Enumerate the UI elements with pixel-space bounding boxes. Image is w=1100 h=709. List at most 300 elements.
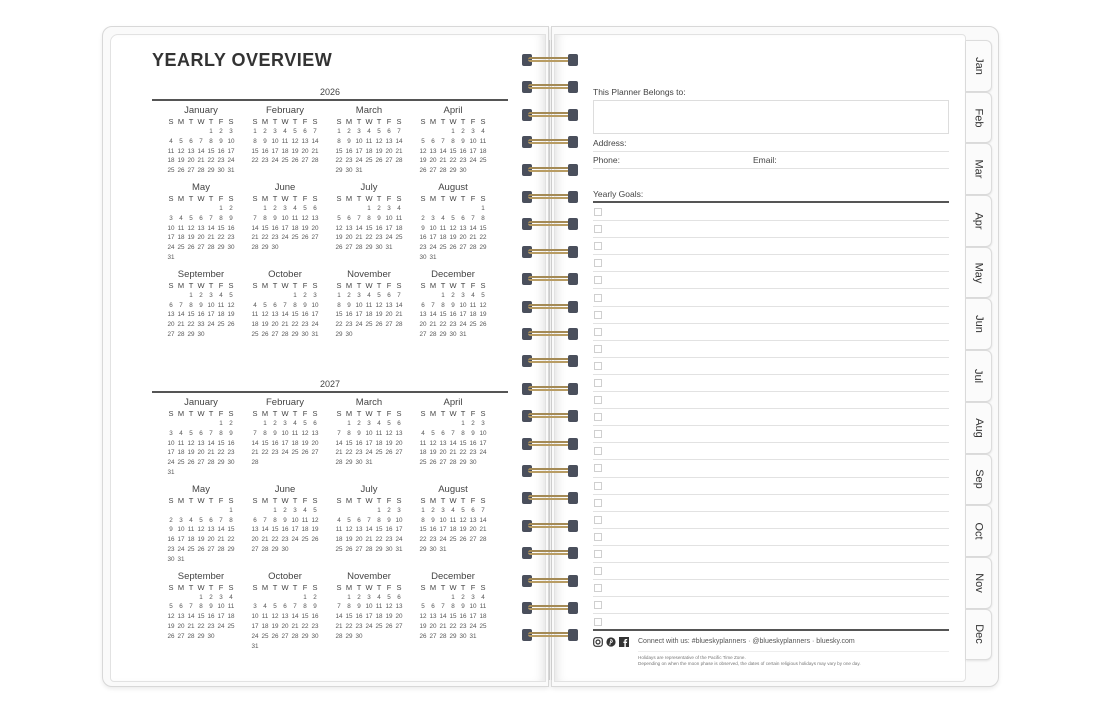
day-cell: 19 <box>385 439 393 447</box>
day-cell: 29 <box>217 459 225 467</box>
day-cell: 6 <box>273 301 277 309</box>
weekday-label: T <box>440 193 446 203</box>
goal-row[interactable] <box>593 392 949 409</box>
address-line[interactable] <box>593 151 949 152</box>
goal-checkbox[interactable] <box>594 294 602 302</box>
day-cell <box>270 593 280 603</box>
week-row <box>166 214 250 224</box>
month-tab-jun[interactable] <box>966 298 992 350</box>
day-cell: 13 <box>355 526 363 534</box>
day-cell: 22 <box>217 449 225 457</box>
weekday-header <box>418 117 502 127</box>
day-cell: 30 <box>301 330 309 338</box>
week-row <box>418 320 502 330</box>
goal-row[interactable] <box>593 255 949 272</box>
weekday-label: T <box>356 117 362 126</box>
week-row <box>418 330 502 340</box>
weekday-label: S <box>168 409 174 418</box>
day-cell: 26 <box>449 244 457 252</box>
day-cell: 23 <box>227 234 235 242</box>
coil-wire <box>528 495 572 500</box>
day-cell: 8 <box>293 301 297 309</box>
day-cell: 3 <box>471 128 475 135</box>
day-cell: 15 <box>301 613 309 621</box>
weekday-label: S <box>396 582 402 592</box>
coil-wire <box>528 550 572 555</box>
day-cell: 28 <box>449 459 457 467</box>
weekday-label: T <box>460 582 466 592</box>
weekday-header <box>418 409 502 419</box>
goal-row[interactable] <box>593 563 949 580</box>
weekday-label: M <box>261 117 269 126</box>
day-cell <box>186 555 196 565</box>
day-cell: 13 <box>345 224 353 232</box>
week-row <box>166 458 250 468</box>
goal-row[interactable] <box>593 443 949 460</box>
weekday-label: F <box>386 495 392 505</box>
day-cell: 15 <box>375 526 383 534</box>
spiral-coil <box>522 301 578 313</box>
weekday-label: T <box>376 409 382 418</box>
spiral-coil <box>522 246 578 258</box>
week-row <box>166 204 250 214</box>
weekday-label: W <box>365 409 373 418</box>
day-cell: 25 <box>187 545 195 553</box>
day-cell <box>196 506 206 516</box>
week-row <box>250 642 334 652</box>
goal-checkbox[interactable] <box>594 533 602 541</box>
goal-row[interactable] <box>593 529 949 546</box>
day-cell: 6 <box>471 506 475 514</box>
day-cell: 25 <box>301 536 309 544</box>
day-cell <box>428 419 438 429</box>
day-cell: 23 <box>459 622 467 630</box>
day-cell: 7 <box>337 429 341 437</box>
day-cell <box>448 545 458 555</box>
day-cell: 20 <box>207 536 215 544</box>
day-cell <box>176 127 186 137</box>
weekday-label: M <box>261 193 269 203</box>
day-cell: 17 <box>227 147 235 155</box>
day-cell: 2 <box>229 420 233 427</box>
weekday-label: F <box>470 409 476 418</box>
day-cell: 7 <box>441 603 445 611</box>
goal-checkbox[interactable] <box>594 464 602 472</box>
day-cell: 21 <box>291 622 299 630</box>
week-row <box>250 137 334 147</box>
week-row <box>334 535 418 545</box>
owner-name-field[interactable] <box>593 100 949 134</box>
day-cell: 9 <box>229 429 233 437</box>
goal-row[interactable] <box>593 289 949 306</box>
month-tab-may[interactable] <box>966 247 992 299</box>
goal-row[interactable] <box>593 341 949 358</box>
day-cell: 2 <box>199 291 203 299</box>
goal-checkbox[interactable] <box>594 550 602 558</box>
day-cell: 9 <box>229 214 233 222</box>
day-cell: 19 <box>197 536 205 544</box>
day-cell: 5 <box>421 137 425 145</box>
day-cell: 19 <box>375 147 383 155</box>
day-cell: 30 <box>355 632 363 640</box>
month-calendar <box>334 182 418 263</box>
goal-row[interactable] <box>593 597 949 614</box>
goal-row[interactable] <box>593 460 949 477</box>
week-row <box>418 612 502 622</box>
weekday-label: W <box>365 117 373 126</box>
day-cell: 16 <box>429 526 437 534</box>
day-cell: 8 <box>481 214 485 222</box>
month-calendar <box>418 269 502 340</box>
day-cell: 31 <box>459 330 467 338</box>
weekday-label: F <box>386 280 392 290</box>
day-cell: 20 <box>187 157 195 165</box>
goal-row[interactable] <box>593 358 949 375</box>
day-cell: 7 <box>481 506 485 514</box>
day-cell: 23 <box>385 536 393 544</box>
day-cell: 13 <box>271 311 279 319</box>
day-cell: 30 <box>429 545 437 553</box>
weekday-label: F <box>302 117 308 126</box>
day-cell <box>206 419 216 429</box>
day-cell <box>226 253 236 263</box>
day-cell: 6 <box>253 516 257 524</box>
day-cell: 12 <box>187 224 195 232</box>
day-cell: 15 <box>335 311 343 319</box>
day-cell <box>384 166 394 176</box>
day-cell: 14 <box>449 439 457 447</box>
day-cell: 17 <box>291 526 299 534</box>
day-cell: 17 <box>281 439 289 447</box>
day-cell: 29 <box>207 167 215 175</box>
month-name: July <box>360 181 378 193</box>
day-cell: 18 <box>291 439 299 447</box>
day-cell: 25 <box>177 244 185 252</box>
day-cell: 14 <box>261 526 269 534</box>
day-cell: 15 <box>187 311 195 319</box>
week-row <box>166 555 250 565</box>
day-cell: 6 <box>357 516 361 524</box>
month-tab-apr[interactable] <box>966 195 992 247</box>
goal-checkbox[interactable] <box>594 430 602 438</box>
day-cell <box>270 642 280 652</box>
goal-checkbox[interactable] <box>594 447 602 455</box>
day-cell: 23 <box>227 449 235 457</box>
day-cell <box>176 253 186 263</box>
goal-checkbox[interactable] <box>594 584 602 592</box>
day-cell: 10 <box>365 603 373 611</box>
day-cell: 4 <box>229 593 233 601</box>
month-tab-oct[interactable] <box>966 505 992 557</box>
goal-checkbox[interactable] <box>594 499 602 507</box>
facebook-icon[interactable] <box>619 637 629 647</box>
day-cell <box>196 204 206 214</box>
goal-checkbox[interactable] <box>594 362 602 370</box>
weekday-label: S <box>420 193 426 203</box>
day-cell <box>250 204 260 214</box>
goal-checkbox[interactable] <box>594 379 602 387</box>
day-cell: 15 <box>459 439 467 447</box>
day-cell: 29 <box>301 632 309 640</box>
weekday-label: F <box>302 193 308 203</box>
instagram-icon[interactable] <box>593 637 603 647</box>
day-cell: 25 <box>395 234 403 242</box>
weekday-label: W <box>449 193 457 203</box>
day-cell: 29 <box>375 545 383 553</box>
day-cell: 14 <box>335 439 343 447</box>
day-cell: 18 <box>281 147 289 155</box>
spiral-coil <box>522 602 578 614</box>
weekday-label: F <box>218 193 224 203</box>
goal-checkbox[interactable] <box>594 567 602 575</box>
day-cell: 31 <box>311 330 319 338</box>
weekday-header <box>418 194 502 204</box>
week-row <box>166 439 250 449</box>
day-cell: 23 <box>261 157 269 165</box>
day-cell: 4 <box>451 506 455 514</box>
weekday-label: S <box>396 117 402 126</box>
day-cell: 4 <box>481 128 485 135</box>
goal-row[interactable] <box>593 375 949 392</box>
week-row <box>166 291 250 301</box>
coil-cap <box>568 547 578 559</box>
goal-checkbox[interactable] <box>594 225 602 233</box>
goal-checkbox[interactable] <box>594 208 602 216</box>
day-cell: 28 <box>469 244 477 252</box>
day-cell: 12 <box>459 516 467 524</box>
day-cell: 26 <box>385 622 393 630</box>
month-calendar <box>334 571 418 652</box>
day-cell <box>438 593 448 603</box>
day-cell: 22 <box>419 536 427 544</box>
day-cell: 13 <box>439 439 447 447</box>
goal-checkbox[interactable] <box>594 259 602 267</box>
weekday-label: T <box>188 495 194 505</box>
week-row <box>250 310 334 320</box>
day-cell: 12 <box>375 301 383 309</box>
weekday-label: M <box>429 582 437 592</box>
day-cell: 23 <box>419 244 427 252</box>
goal-row[interactable] <box>593 272 949 289</box>
day-cell: 9 <box>313 603 317 611</box>
month-tab-feb[interactable] <box>966 92 992 144</box>
day-cell: 1 <box>347 420 351 427</box>
day-cell: 27 <box>311 449 319 457</box>
weekday-label: T <box>272 280 278 290</box>
day-cell: 28 <box>335 632 343 640</box>
day-cell: 22 <box>335 321 343 329</box>
month-name: December <box>431 268 475 280</box>
day-cell: 16 <box>217 147 225 155</box>
day-cell: 21 <box>335 449 343 457</box>
goal-row[interactable] <box>593 495 949 512</box>
month-tab-nov[interactable] <box>966 557 992 609</box>
day-cell: 18 <box>177 234 185 242</box>
day-cell: 9 <box>377 214 381 222</box>
day-cell <box>468 253 478 263</box>
day-cell: 5 <box>303 420 307 427</box>
weekday-label: W <box>197 582 205 592</box>
day-cell: 23 <box>449 321 457 329</box>
goal-checkbox[interactable] <box>594 311 602 319</box>
month-tab-jan[interactable] <box>966 40 992 92</box>
day-cell: 18 <box>291 224 299 232</box>
month-tab-jul[interactable] <box>966 350 992 402</box>
day-cell: 7 <box>209 214 213 222</box>
goal-row[interactable] <box>593 409 949 426</box>
spiral-coil <box>522 218 578 230</box>
day-cell: 27 <box>469 536 477 544</box>
weekday-label: T <box>272 193 278 203</box>
pinterest-icon[interactable] <box>606 637 616 647</box>
spiral-coil <box>522 191 578 203</box>
day-cell: 30 <box>375 244 383 252</box>
day-cell: 17 <box>271 147 279 155</box>
day-cell: 28 <box>395 157 403 165</box>
day-cell: 8 <box>337 137 341 145</box>
day-cell: 28 <box>439 632 447 640</box>
goal-row[interactable] <box>593 426 949 443</box>
week-row <box>250 632 334 642</box>
day-cell: 24 <box>227 157 235 165</box>
weekday-label: T <box>188 409 194 418</box>
coil-cap <box>568 602 578 614</box>
day-cell: 28 <box>335 459 343 467</box>
day-cell: 1 <box>337 128 341 135</box>
week-row <box>250 301 334 311</box>
weekday-label: W <box>281 495 289 505</box>
goal-checkbox[interactable] <box>594 345 602 353</box>
goal-checkbox[interactable] <box>594 328 602 336</box>
day-cell <box>354 330 364 340</box>
goal-checkbox[interactable] <box>594 396 602 404</box>
weekday-label: T <box>440 409 446 418</box>
goal-checkbox[interactable] <box>594 413 602 421</box>
day-cell: 5 <box>451 214 455 222</box>
day-cell: 28 <box>217 545 225 553</box>
weekday-label: S <box>312 582 318 592</box>
goal-row[interactable] <box>593 204 949 221</box>
weekday-label: T <box>292 117 298 126</box>
goal-checkbox[interactable] <box>594 618 602 626</box>
weekday-header <box>418 496 502 506</box>
goals-top-rule <box>593 201 949 203</box>
day-cell <box>290 458 300 468</box>
month-tab-dec[interactable] <box>966 609 992 661</box>
phone-email-line[interactable] <box>593 168 949 169</box>
goal-row[interactable] <box>593 546 949 563</box>
day-cell: 22 <box>227 536 235 544</box>
goal-row[interactable] <box>593 324 949 341</box>
day-cell: 7 <box>397 291 401 299</box>
month-tab-aug[interactable] <box>966 402 992 454</box>
tab-label: Jun <box>972 315 985 334</box>
day-cell: 21 <box>251 449 259 457</box>
day-cell: 10 <box>429 224 437 232</box>
month-tab-mar[interactable] <box>966 143 992 195</box>
day-cell: 14 <box>395 301 403 309</box>
spiral-coil <box>522 410 578 422</box>
day-cell <box>300 545 310 555</box>
week-row <box>418 166 502 176</box>
week-row <box>418 602 502 612</box>
day-cell: 26 <box>227 321 235 329</box>
weekday-label: S <box>420 117 426 126</box>
day-cell: 6 <box>431 603 435 611</box>
day-cell: 31 <box>167 468 175 476</box>
weekday-label: F <box>302 582 308 592</box>
goal-checkbox[interactable] <box>594 276 602 284</box>
day-cell: 21 <box>217 536 225 544</box>
day-cell: 19 <box>419 622 427 630</box>
day-cell: 1 <box>263 420 267 427</box>
day-cell <box>290 545 300 555</box>
day-cell: 30 <box>207 632 215 640</box>
tab-label: May <box>972 262 985 283</box>
goal-row[interactable] <box>593 478 949 495</box>
day-cell <box>250 506 260 516</box>
week-row <box>166 320 250 330</box>
day-cell: 9 <box>421 224 425 232</box>
day-cell: 10 <box>177 526 185 534</box>
tab-label: Aug <box>972 417 985 438</box>
day-cell <box>196 419 206 429</box>
goal-row[interactable] <box>593 221 949 238</box>
weekday-label: T <box>292 193 298 203</box>
weekday-label: W <box>449 117 457 126</box>
goal-row[interactable] <box>593 238 949 255</box>
goal-row[interactable] <box>593 307 949 324</box>
day-cell: 20 <box>311 439 319 447</box>
day-cell: 28 <box>251 244 259 252</box>
day-cell: 23 <box>167 545 175 553</box>
week-row <box>334 224 418 234</box>
goal-checkbox[interactable] <box>594 482 602 490</box>
goal-checkbox[interactable] <box>594 516 602 524</box>
goal-row[interactable] <box>593 512 949 529</box>
spiral-coil <box>522 438 578 450</box>
day-cell: 22 <box>187 321 195 329</box>
weekday-header <box>166 194 250 204</box>
day-cell: 2 <box>377 204 381 212</box>
goal-checkbox[interactable] <box>594 601 602 609</box>
day-cell: 16 <box>345 311 353 319</box>
month-name: May <box>192 483 210 495</box>
weekday-label: T <box>460 193 466 203</box>
day-cell <box>418 593 428 603</box>
day-cell <box>166 593 176 603</box>
day-cell: 26 <box>375 321 383 329</box>
goal-row[interactable] <box>593 580 949 597</box>
day-cell: 8 <box>441 301 445 309</box>
day-cell: 24 <box>355 321 363 329</box>
day-cell: 25 <box>439 244 447 252</box>
spiral-coil <box>522 136 578 148</box>
day-cell: 5 <box>229 291 233 299</box>
day-cell: 20 <box>197 449 205 457</box>
week-row <box>418 419 502 429</box>
months-grid <box>166 105 508 340</box>
weekday-label: S <box>168 495 174 505</box>
day-cell: 10 <box>459 301 467 309</box>
weekday-label: M <box>177 409 185 418</box>
month-calendar <box>418 105 502 176</box>
month-tab-sep[interactable] <box>966 454 992 506</box>
goal-checkbox[interactable] <box>594 242 602 250</box>
weekday-label: S <box>336 280 342 290</box>
week-row <box>418 127 502 137</box>
weekday-label: F <box>386 193 392 203</box>
